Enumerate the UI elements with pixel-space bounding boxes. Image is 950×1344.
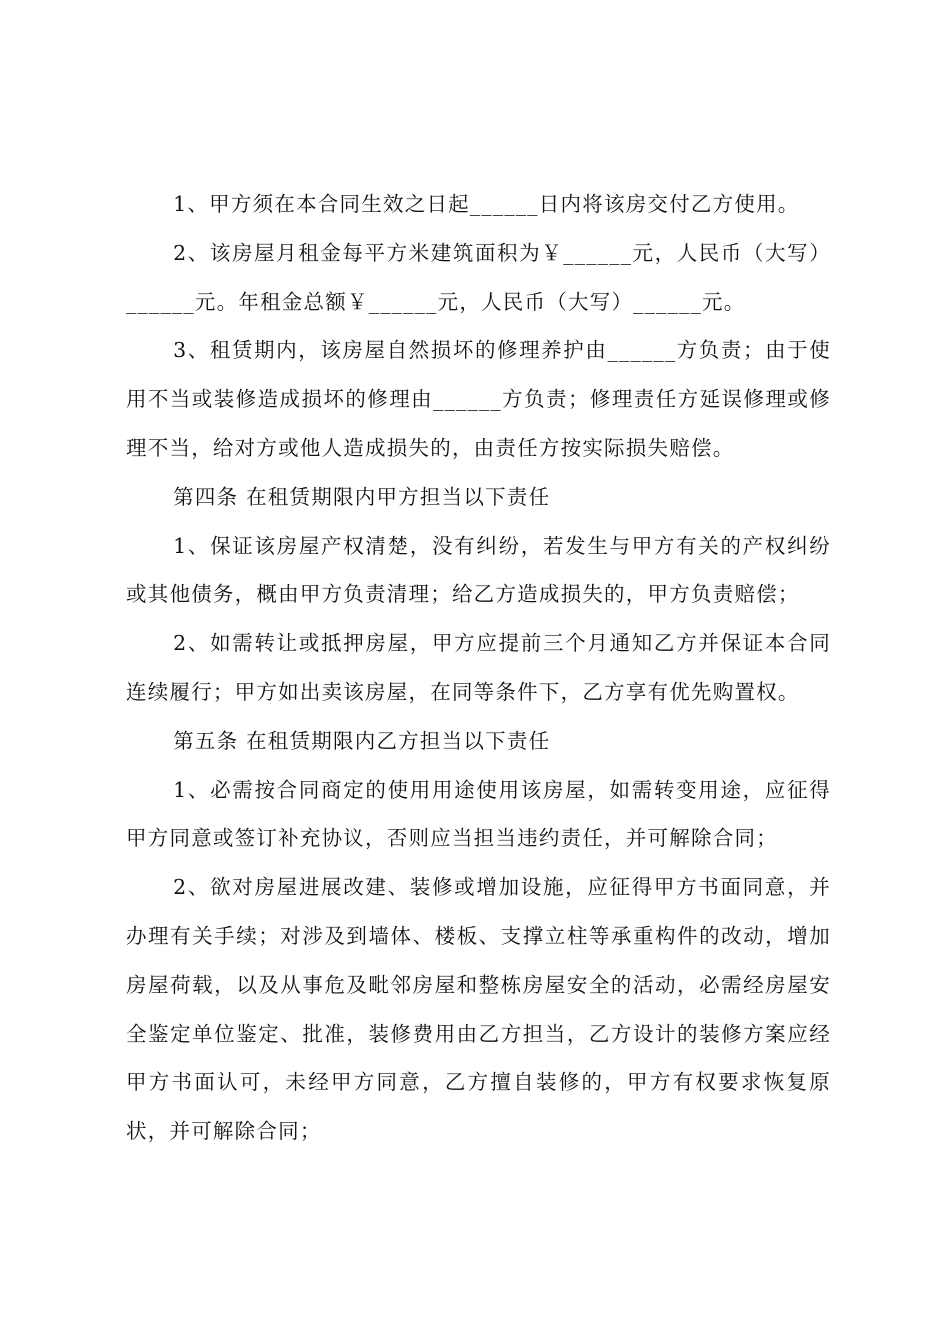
clause-transfer-mortgage: 2、如需转让或抵押房屋，甲方应提前三个月通知乙方并保证本合同连续履行；甲方如出卖该房屋，在同等条件下，乙方享有优先购置权。 <box>126 631 831 704</box>
clause-usage-purpose: 1、必需按合同商定的使用用途使用该房屋，如需转变用途，应征得甲方同意或签订补充协议，否则应当担当违约责任，并可解除合同； <box>126 777 831 851</box>
article-four-heading: 第四条 在租赁期限内甲方担当以下责任 <box>173 484 551 509</box>
clause-rent-amount: 2、该房屋月租金每平方米建筑面积为￥______元，人民币（大写）______元。年租金总额￥______元，人民币（大写）______元。 <box>126 240 831 314</box>
document-body <box>126 180 831 1156</box>
clause-renovation: 2、欲对房屋进展改建、装修或增加设施，应征得甲方书面同意，并办理有关手续；对涉及到墙体、楼板、支撑立柱等承重构件的改动，增加房屋荷载，以及从事危及毗邻房屋和整栋房屋安全的活动，必需经房屋安全鉴定单位鉴定、批准，装修费用由乙方担当，乙方设计的装修方案应经甲方书面认可，未经甲方同意，乙方擅自装修的，甲方有权要求恢复原状，并可解除合同； <box>126 875 831 1144</box>
article-five-heading: 第五条 在租赁期限内乙方担当以下责任 <box>173 728 551 753</box>
clause-repair-responsibility: 3、租赁期内，该房屋自然损坏的修理养护由______方负责；由于使用不当或装修造成损坏的修理由______方负责；修理责任方延误修理或修理不当，给对方或他人造成损失的，由责任方按实际损失赔偿。 <box>126 338 831 460</box>
clause-delivery-date: 1、甲方须在本合同生效之日起______日内将该房交付乙方使用。 <box>173 192 800 216</box>
clause-property-rights: 1、保证该房屋产权清楚，没有纠纷，若发生与甲方有关的产权纠纷或其他债务，概由甲方负责清理；给乙方造成损失的，甲方负责赔偿； <box>126 533 831 607</box>
